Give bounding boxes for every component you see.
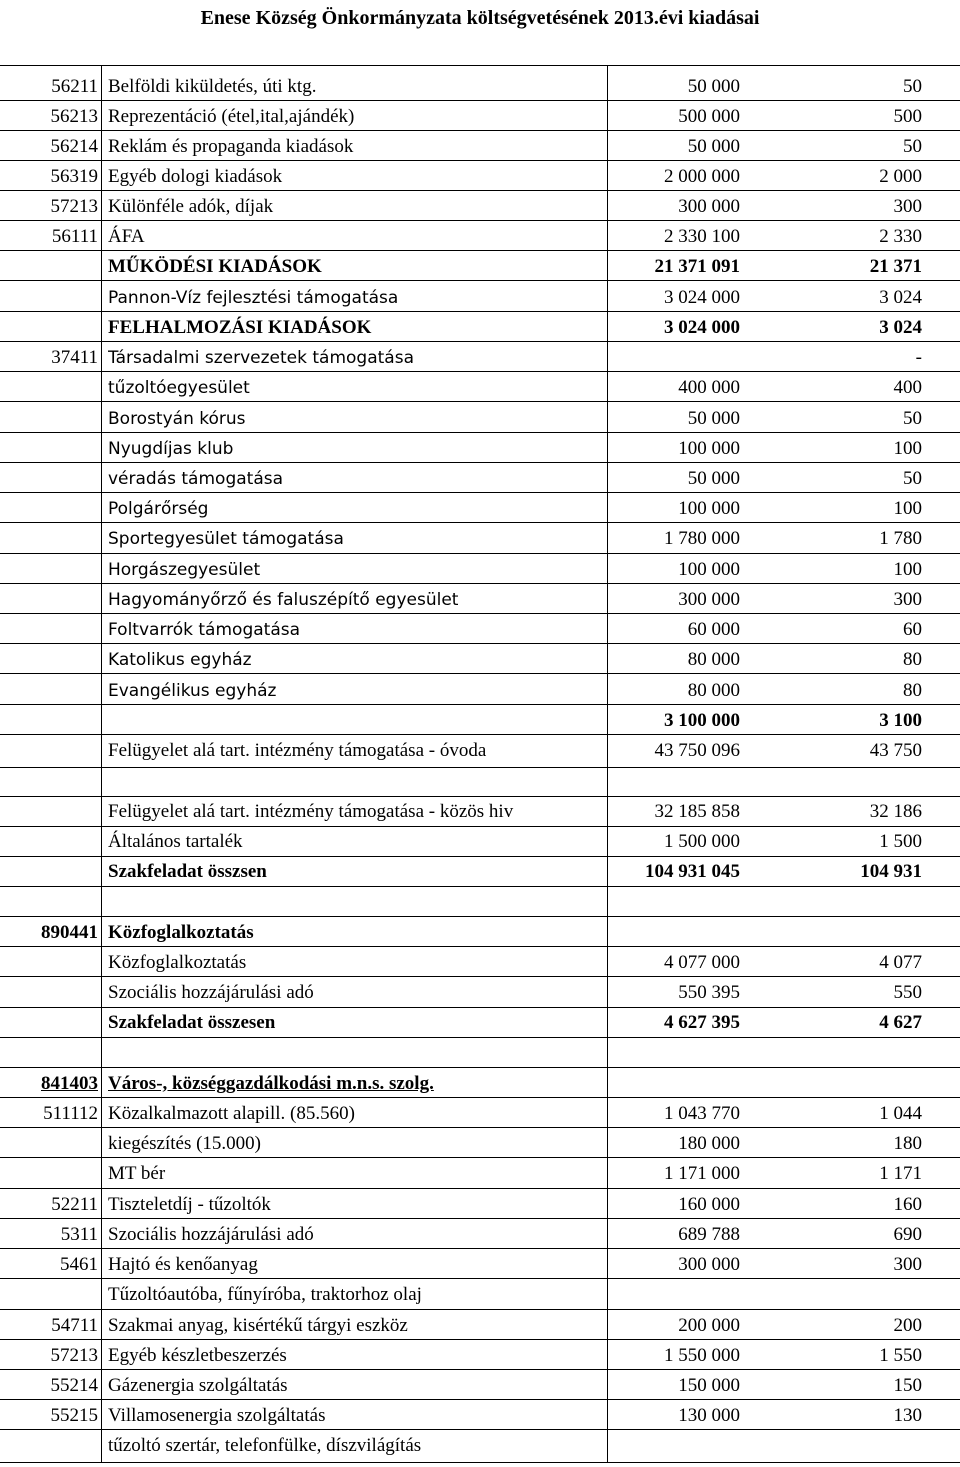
row-description: Felügyelet alá tart. intézmény támogatása - óvoda xyxy=(108,740,487,761)
row-code xyxy=(2,313,98,343)
row-code xyxy=(2,1159,98,1189)
row-description: Egyéb készletbeszerzés xyxy=(108,1345,287,1366)
row-amount-thousands: 50 xyxy=(903,468,922,489)
row-description: Hagyományőrző és faluszépítő egyesület xyxy=(108,590,459,610)
row-amount: 150 000 xyxy=(678,1375,740,1396)
column-divider xyxy=(101,65,102,1462)
row-description: Közalkalmazott alapill. (85.560) xyxy=(108,1103,355,1124)
row-code xyxy=(2,1008,98,1038)
row-amount: 50 000 xyxy=(687,408,740,429)
row-amount-thousands: 300 xyxy=(893,1254,922,1275)
page-title: Enese Község Önkormányzata költségvetésének 2013.évi kiadásai xyxy=(200,7,760,29)
row-amount-thousands: 4 627 xyxy=(879,1012,922,1033)
row-amount: 4 627 395 xyxy=(664,1012,740,1033)
row-amount: 300 000 xyxy=(678,196,740,217)
row-code: 56111 xyxy=(51,226,98,247)
row-code xyxy=(2,555,98,585)
row-code xyxy=(2,736,98,766)
row-description: Belföldi kiküldetés, úti ktg. xyxy=(108,76,317,97)
row-description: tűzoltó szertár, telefonfülke, díszvilágítás xyxy=(108,1435,422,1456)
row-amount: 500 000 xyxy=(678,106,740,127)
row-amount: 550 395 xyxy=(678,982,740,1003)
row-amount: 180 000 xyxy=(678,1133,740,1154)
row-amount: 1 500 000 xyxy=(664,831,740,852)
row-description: Társadalmi szervezetek támogatása xyxy=(108,348,414,368)
row-code: 5461 xyxy=(60,1254,98,1275)
row-description: tűzoltóegyesület xyxy=(108,378,250,398)
row-amount-thousands: 2 330 xyxy=(879,226,922,247)
row-amount: 100 000 xyxy=(678,498,740,519)
row-amount-thousands: 100 xyxy=(893,438,922,459)
row-code: 55215 xyxy=(50,1405,98,1426)
row-description: Általános tartalék xyxy=(108,831,243,852)
row-description: Evangélikus egyház xyxy=(108,681,277,701)
row-code: 55214 xyxy=(50,1375,98,1396)
row-code xyxy=(2,373,98,403)
row-divider xyxy=(0,1067,960,1068)
row-amount-thousands: 43 750 xyxy=(869,740,922,761)
row-amount: 300 000 xyxy=(678,589,740,610)
row-description: Szakfeladat összsen xyxy=(108,861,267,882)
row-code xyxy=(2,252,98,282)
row-amount: 2 000 000 xyxy=(664,166,740,187)
row-description: Reklám és propaganda kiadások xyxy=(108,136,354,157)
row-amount-thousands: 200 xyxy=(893,1315,922,1336)
row-amount-thousands: 60 xyxy=(903,619,922,640)
row-description: Polgárőrség xyxy=(108,499,209,519)
row-code: 37411 xyxy=(51,347,98,368)
row-amount xyxy=(610,343,740,373)
row-amount-thousands: 1 780 xyxy=(879,528,922,549)
row-amount-thousands xyxy=(760,1431,922,1461)
row-description xyxy=(108,706,608,736)
row-description: Sportegyesület támogatása xyxy=(108,529,344,549)
row-amount: 100 000 xyxy=(678,559,740,580)
row-description: Közfoglalkoztatás xyxy=(108,952,247,973)
row-amount-thousands: 32 186 xyxy=(869,801,922,822)
row-amount-thousands: 4 077 xyxy=(879,952,922,973)
row-description: Szakfeladat összesen xyxy=(108,1012,276,1033)
row-divider xyxy=(0,1462,960,1463)
row-description: Borostyán kórus xyxy=(108,409,246,429)
row-amount-thousands: - xyxy=(915,347,922,368)
row-amount: 3 100 000 xyxy=(664,710,740,731)
row-amount-thousands: 50 xyxy=(903,408,922,429)
row-amount-thousands: 3 100 xyxy=(879,710,922,731)
row-code xyxy=(2,676,98,706)
row-description: Szakmai anyag, kisértékű tárgyi eszköz xyxy=(108,1315,408,1336)
row-description: Tűzoltóautóba, fűnyíróba, traktorhoz olaj xyxy=(108,1284,422,1305)
row-description: MŰKÖDÉSI KIADÁSOK xyxy=(108,256,322,277)
row-amount-thousands: 100 xyxy=(893,559,922,580)
row-divider xyxy=(0,65,960,66)
row-amount xyxy=(610,1069,740,1099)
row-amount: 2 330 100 xyxy=(664,226,740,247)
row-divider xyxy=(0,916,960,917)
row-amount-thousands: 50 xyxy=(903,76,922,97)
row-description: Pannon-Víz fejlesztési támogatása xyxy=(108,288,399,308)
row-amount-thousands: 150 xyxy=(893,1375,922,1396)
row-amount-thousands: 300 xyxy=(893,589,922,610)
row-code xyxy=(2,827,98,857)
row-amount-thousands: 300 xyxy=(893,196,922,217)
row-amount-thousands: 100 xyxy=(893,498,922,519)
row-code xyxy=(2,434,98,464)
row-amount-thousands: 2 000 xyxy=(879,166,922,187)
row-description: Foltvarrók támogatása xyxy=(108,620,301,640)
row-amount: 200 000 xyxy=(678,1315,740,1336)
row-description: Város-, községgazdálkodási m.n.s. szolg. xyxy=(108,1073,434,1094)
row-amount: 1 043 770 xyxy=(664,1103,740,1124)
row-description: MT bér xyxy=(108,1163,166,1184)
row-description: ÁFA xyxy=(108,226,145,247)
row-amount: 130 000 xyxy=(678,1405,740,1426)
row-amount-thousands: 1 044 xyxy=(879,1103,922,1124)
row-amount: 100 000 xyxy=(678,438,740,459)
row-code xyxy=(2,404,98,434)
row-amount-thousands: 104 931 xyxy=(860,861,922,882)
row-amount: 104 931 045 xyxy=(645,861,740,882)
row-amount: 80 000 xyxy=(687,680,740,701)
row-description: Felügyelet alá tart. intézmény támogatása - közös hiv xyxy=(108,801,514,822)
row-code: 511112 xyxy=(43,1103,98,1124)
row-amount: 50 000 xyxy=(687,76,740,97)
row-amount-thousands: 1 500 xyxy=(879,831,922,852)
row-code xyxy=(2,1280,98,1310)
row-amount-thousands: 500 xyxy=(893,106,922,127)
row-amount: 43 750 096 xyxy=(654,740,740,761)
row-amount-thousands: 1 171 xyxy=(879,1163,922,1184)
row-amount-thousands xyxy=(760,1280,922,1310)
row-amount: 1 171 000 xyxy=(664,1163,740,1184)
row-amount-thousands: 690 xyxy=(893,1224,922,1245)
row-description: Villamosenergia szolgáltatás xyxy=(108,1405,326,1426)
row-amount: 1 550 000 xyxy=(664,1345,740,1366)
row-amount xyxy=(610,918,740,948)
row-description: Szociális hozzájárulási adó xyxy=(108,1224,314,1245)
row-amount: 32 185 858 xyxy=(654,801,740,822)
row-amount: 689 788 xyxy=(678,1224,740,1245)
row-description: Egyéb dologi kiadások xyxy=(108,166,283,187)
row-amount: 21 371 091 xyxy=(654,256,740,277)
row-code: 5311 xyxy=(60,1224,98,1245)
row-amount: 60 000 xyxy=(687,619,740,640)
row-description: Horgászegyesület xyxy=(108,560,261,580)
row-amount-thousands: 80 xyxy=(903,680,922,701)
row-amount-thousands: 180 xyxy=(893,1133,922,1154)
row-code xyxy=(2,464,98,494)
row-amount: 50 000 xyxy=(687,468,740,489)
row-code: 56319 xyxy=(50,166,98,187)
row-amount: 400 000 xyxy=(678,377,740,398)
row-code xyxy=(2,857,98,887)
row-divider xyxy=(0,767,960,768)
row-code xyxy=(2,706,98,736)
row-amount-thousands: 550 xyxy=(893,982,922,1003)
row-amount: 4 077 000 xyxy=(664,952,740,973)
row-amount: 3 024 000 xyxy=(664,287,740,308)
row-code: 56214 xyxy=(50,136,98,157)
row-description: kiegészítés (15.000) xyxy=(108,1133,262,1154)
row-code xyxy=(2,283,98,313)
row-amount xyxy=(610,1280,740,1310)
row-amount-thousands: 50 xyxy=(903,136,922,157)
row-amount: 160 000 xyxy=(678,1194,740,1215)
row-code xyxy=(2,645,98,675)
row-code xyxy=(2,585,98,615)
row-amount-thousands: 1 550 xyxy=(879,1345,922,1366)
row-amount: 1 780 000 xyxy=(664,528,740,549)
row-amount-thousands xyxy=(760,1069,922,1099)
row-description: Katolikus egyház xyxy=(108,650,252,670)
row-code: 57213 xyxy=(50,1345,98,1366)
row-amount: 300 000 xyxy=(678,1254,740,1275)
row-code: 54711 xyxy=(51,1315,98,1336)
row-amount: 80 000 xyxy=(687,649,740,670)
row-amount: 50 000 xyxy=(687,136,740,157)
row-amount-thousands: 21 371 xyxy=(869,256,922,277)
row-code: 52211 xyxy=(51,1194,98,1215)
row-description: Tiszteletdíj - tűzoltók xyxy=(108,1194,271,1215)
row-amount-thousands: 130 xyxy=(893,1405,922,1426)
row-code xyxy=(2,494,98,524)
row-code xyxy=(2,797,98,827)
row-amount: 3 024 000 xyxy=(664,317,740,338)
row-code xyxy=(2,1129,98,1159)
row-code: 841403 xyxy=(41,1073,98,1094)
row-description: Szociális hozzájárulási adó xyxy=(108,982,314,1003)
row-amount-thousands: 3 024 xyxy=(879,287,922,308)
row-description: Különféle adók, díjak xyxy=(108,196,274,217)
row-code xyxy=(2,978,98,1008)
row-code xyxy=(2,524,98,554)
row-amount-thousands: 3 024 xyxy=(879,317,922,338)
row-amount-thousands: 80 xyxy=(903,649,922,670)
row-description: Reprezentáció (étel,ital,ajándék) xyxy=(108,106,355,127)
row-code: 890441 xyxy=(41,922,98,943)
row-description: véradás támogatása xyxy=(108,469,284,489)
row-code xyxy=(2,1431,98,1461)
row-amount-thousands xyxy=(760,918,922,948)
row-code: 57213 xyxy=(50,196,98,217)
row-description: Nyugdíjas klub xyxy=(108,439,234,459)
row-code xyxy=(2,615,98,645)
row-description: Gázenergia szolgáltatás xyxy=(108,1375,288,1396)
row-code: 56213 xyxy=(50,106,98,127)
row-code: 56211 xyxy=(51,76,98,97)
row-description: FELHALMOZÁSI KIADÁSOK xyxy=(108,317,372,338)
row-amount-thousands: 160 xyxy=(893,1194,922,1215)
row-description: Közfoglalkoztatás xyxy=(108,922,254,943)
row-amount xyxy=(610,1431,740,1461)
row-amount-thousands: 400 xyxy=(893,377,922,398)
row-description: Hajtó és kenőanyag xyxy=(108,1254,258,1275)
row-code xyxy=(2,948,98,978)
